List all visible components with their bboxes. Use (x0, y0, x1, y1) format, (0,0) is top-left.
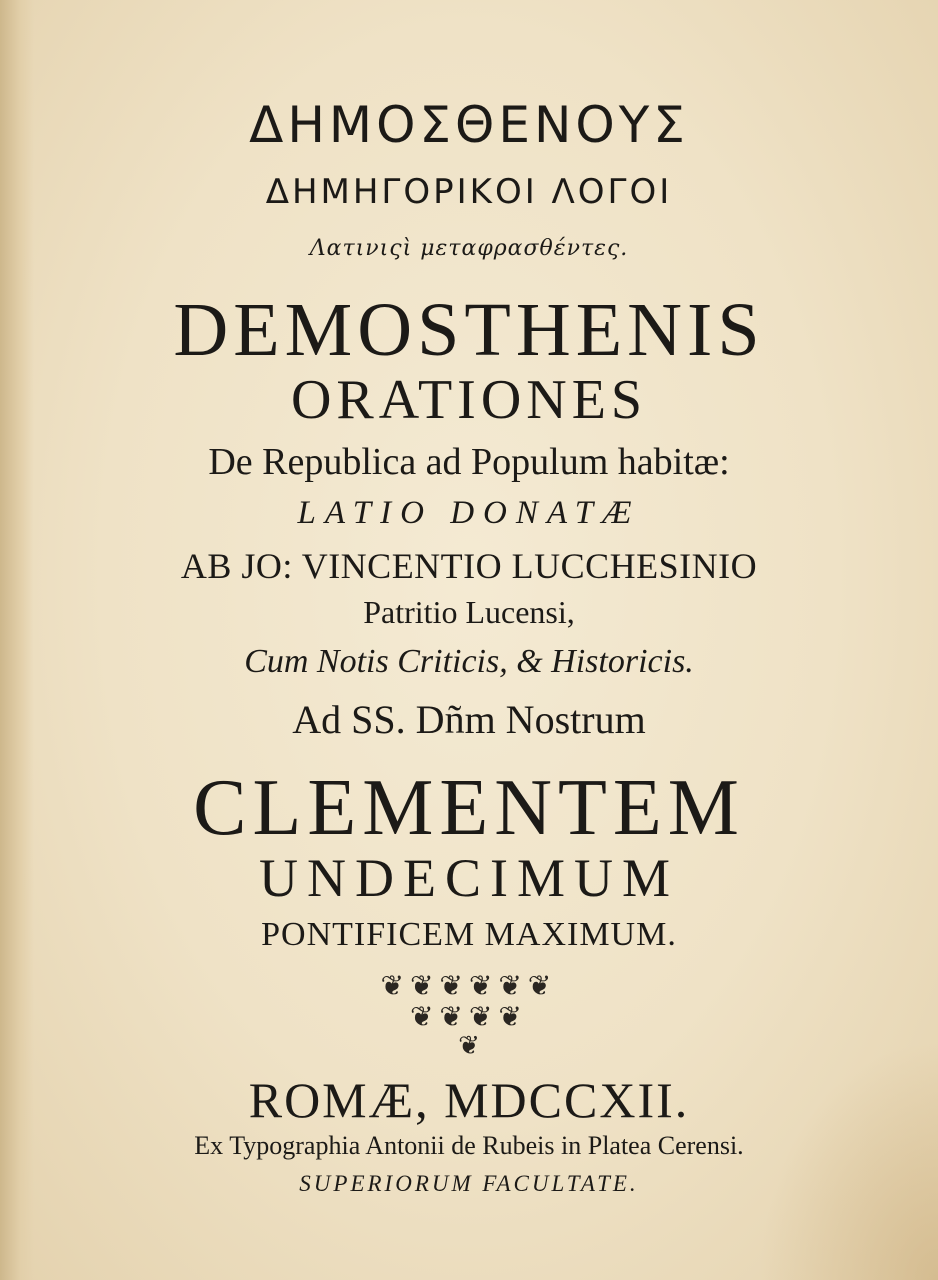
fleuron-ornament-icon: ❦❦❦❦ (410, 1000, 528, 1033)
author-origin: Patritio Lucensi, (363, 594, 575, 630)
dedicatee-line3: PONTIFICEM MAXIMUM. (261, 916, 677, 953)
dedication-line: Ad SS. Dñm Nostrum (292, 697, 646, 742)
greek-translation-note: Λατινιςὶ μεταφρασθέντες. (309, 236, 629, 261)
dedicatee-line2: UNDECIMUM (258, 848, 679, 908)
notes-line: Cum Notis Criticis, & Historicis. (244, 643, 694, 680)
greek-subtitle: ΔΗΜΗΓΟΡΙΚΟΙ ΛΟΓΟΙ (265, 172, 673, 212)
fleuron-ornament-icon: ❦❦❦❦❦❦ (380, 969, 558, 1002)
latin-title-line2: ORATIONES (290, 369, 648, 431)
dedicatee-line1: CLEMENTEM (193, 764, 745, 852)
permission-line: SUPERIORUM FACULTATE. (299, 1171, 639, 1196)
printer-line: Ex Typographia Antonii de Rubeis in Platea Cerensi. (194, 1131, 744, 1160)
fleuron-ornament-icon: ❦ (458, 1031, 480, 1061)
greek-title: ΔΗΜΟΣΘΕΝΟΥΣ (249, 96, 689, 154)
latin-title-line1: DEMOSTHENIS (173, 288, 765, 372)
imprint-place-date: ROMÆ, MDCCXII. (248, 1072, 690, 1128)
author-line: AB JO: VINCENTIO LUCCHESINIO (180, 546, 758, 586)
translated-line: LATIO DONATÆ (297, 495, 641, 531)
subtitle: De Republica ad Populum habitæ: (208, 441, 730, 483)
